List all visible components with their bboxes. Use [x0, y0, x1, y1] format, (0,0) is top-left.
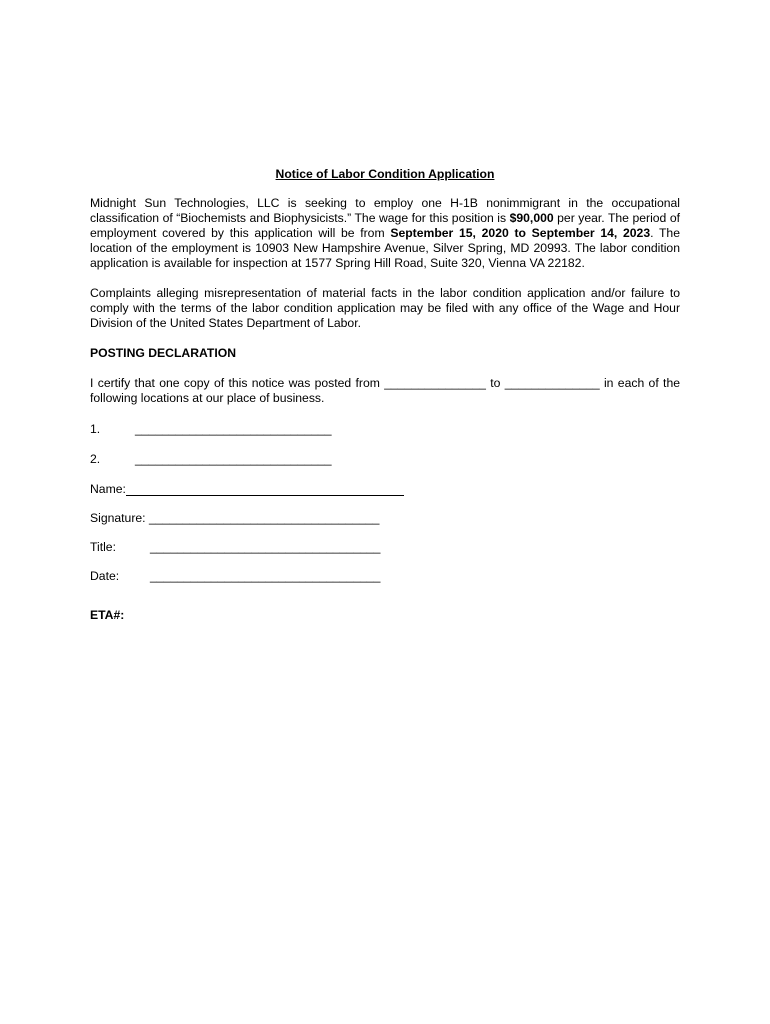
complaints-paragraph: Complaints alleging misrepresentation of material facts in the labor condition application and/or failure to comply with the terms of the labor condition application may be filed with any office of the Wage and Hour Division of the United States Department of Labor.	[90, 286, 680, 330]
eta-label: ETA#:	[90, 608, 125, 622]
name-line	[126, 482, 404, 496]
date-blank: __________________________________	[150, 569, 381, 583]
location-list	[90, 422, 680, 467]
location-number: 1.	[90, 422, 101, 436]
document-title: Notice of Labor Condition Application	[275, 167, 495, 181]
posting-declaration-heading: POSTING DECLARATION	[90, 346, 237, 360]
notice-paragraph	[90, 196, 680, 271]
name-label: Name:	[90, 482, 126, 496]
notice-text-3: . The location of the employment is 10903 New Hampshire Avenue, Silver Spring, MD 20993. The labor condition application is available for inspection at 1577 Spring Hill Road, Suite 320, Vienna VA 22182.	[90, 226, 680, 270]
signature-field	[90, 511, 680, 526]
notice-text-1: Midnight Sun Technologies, LLC is seeking to employ one H-1B nonimmigrant in the occupational classification of “Biochemists and Biophysicists.” The wage for this position is	[90, 196, 680, 225]
location-number: 2.	[90, 452, 101, 466]
employment-period: September 15, 2020 to September 14, 2023	[390, 226, 651, 240]
signature-label: Signature:	[90, 511, 146, 525]
title-field	[90, 540, 680, 555]
title-blank: __________________________________	[150, 540, 381, 554]
location-item-2	[90, 452, 680, 467]
location-item-1	[90, 422, 680, 437]
location-blank: _____________________________	[135, 422, 332, 436]
document-page	[90, 167, 680, 623]
signature-blank: __________________________________	[148, 511, 380, 525]
name-field	[90, 482, 680, 497]
title-label: Title:	[90, 540, 116, 554]
notice-text-2: per year. The period of employment covered by this application will be from	[90, 211, 680, 240]
date-field	[90, 569, 680, 584]
wage-amount: $90,000	[509, 211, 554, 225]
location-blank: _____________________________	[135, 452, 332, 466]
certify-paragraph: I certify that one copy of this notice was posted from _______________ to ______________ in each of the following locations at our place of business.	[90, 376, 680, 405]
date-label: Date:	[90, 569, 120, 583]
